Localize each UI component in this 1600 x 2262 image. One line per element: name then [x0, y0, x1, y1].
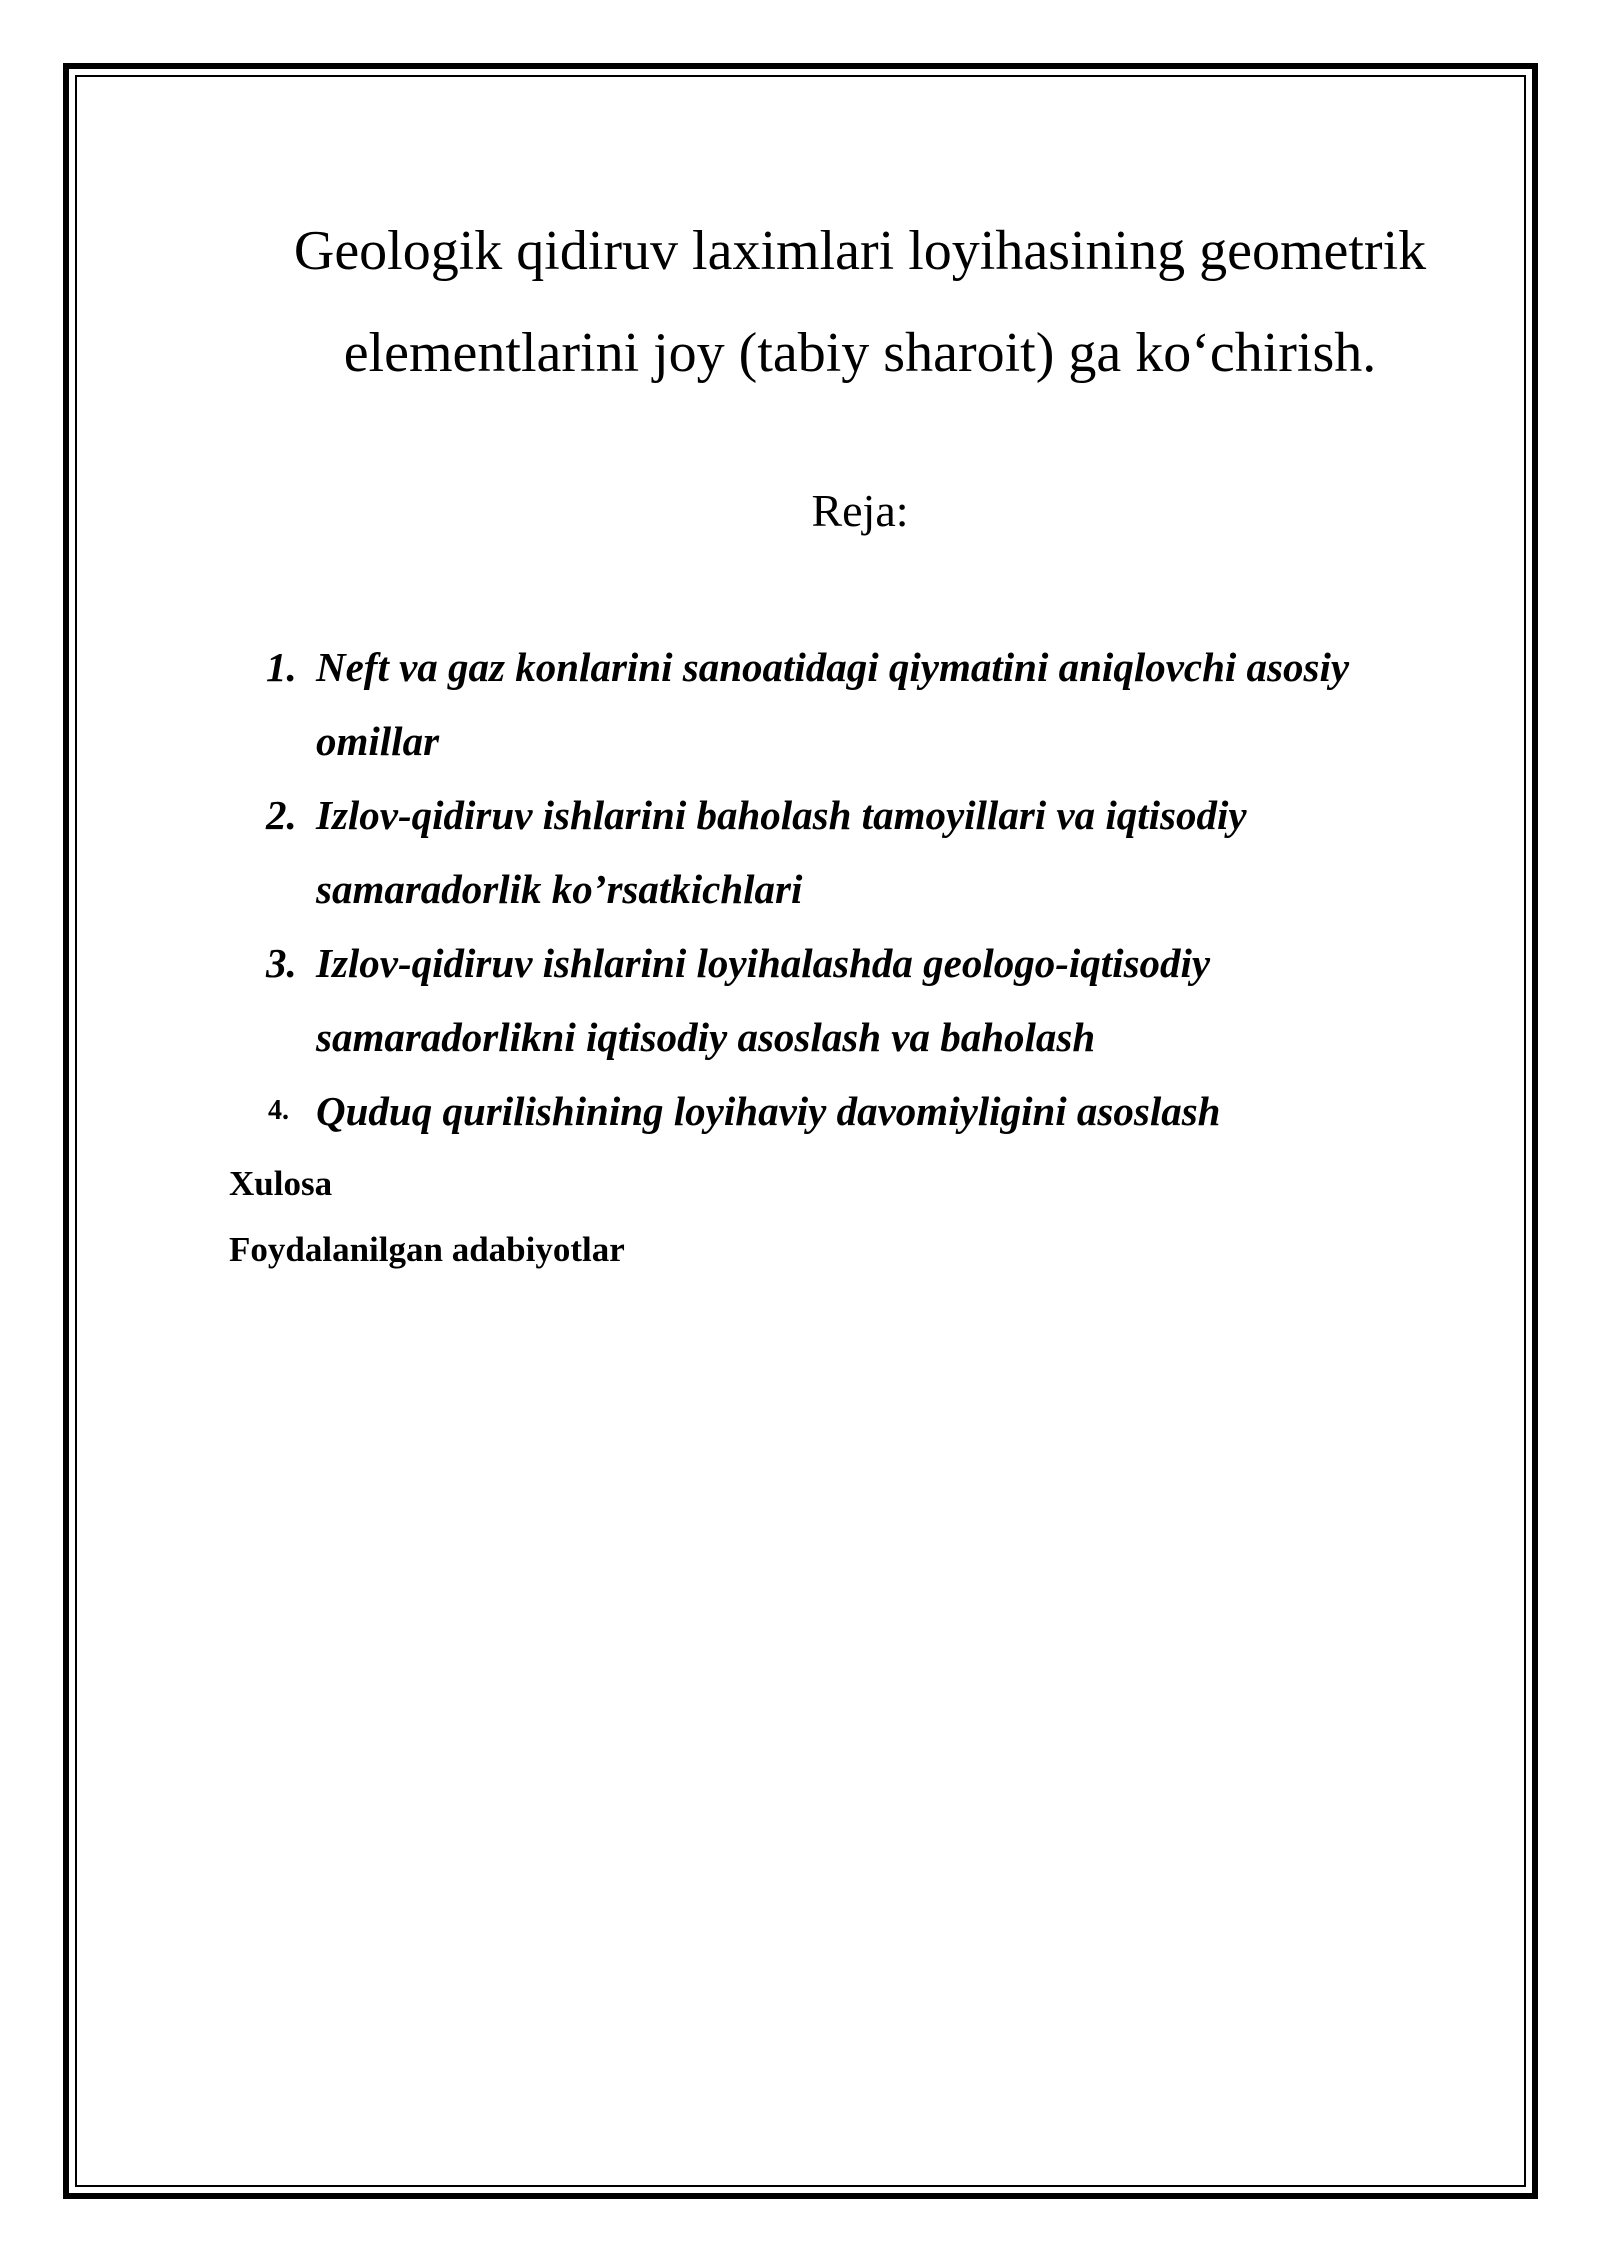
- conclusion-heading: Xulosa: [229, 1164, 333, 1203]
- plan-item-text: Izlov-qidiruv ishlarini baholash tamoyillari va iqtisodiy samaradorlik ko’rsatkichlari: [316, 792, 1247, 912]
- plan-item-text: Izlov-qidiruv ishlarini loyihalashda geologo-iqtisodiy samaradorlikni iqtisodiy asoslash va baholash: [316, 940, 1211, 1060]
- plan-item-number: 2.: [266, 792, 297, 838]
- plan-item-number: 4.: [268, 1095, 289, 1126]
- references-heading: Foydalanilgan adabiyotlar: [229, 1230, 625, 1269]
- plan-item-text: Quduq qurilishining loyihaviy davomiyligini asoslash: [316, 1088, 1221, 1134]
- document-title: Geologik qidiruv laximlari loyihasining geometrik elementlarini joy (tabiy sharoit) ga ko‘chirish.: [293, 220, 1427, 384]
- plan-item-4: [250, 1074, 1450, 1148]
- plan-heading: Reja:: [811, 485, 909, 536]
- plan-list: [250, 630, 1450, 1148]
- plan-item-number: 1.: [266, 644, 297, 690]
- plan-item-1: [250, 630, 1450, 778]
- plan-item-3: [250, 926, 1450, 1074]
- plan-item-text: Neft va gaz konlarini sanoatidagi qiymatini aniqlovchi asosiy omillar: [316, 644, 1350, 764]
- plan-item-2: [250, 778, 1450, 926]
- plan-item-number: 3.: [266, 940, 297, 986]
